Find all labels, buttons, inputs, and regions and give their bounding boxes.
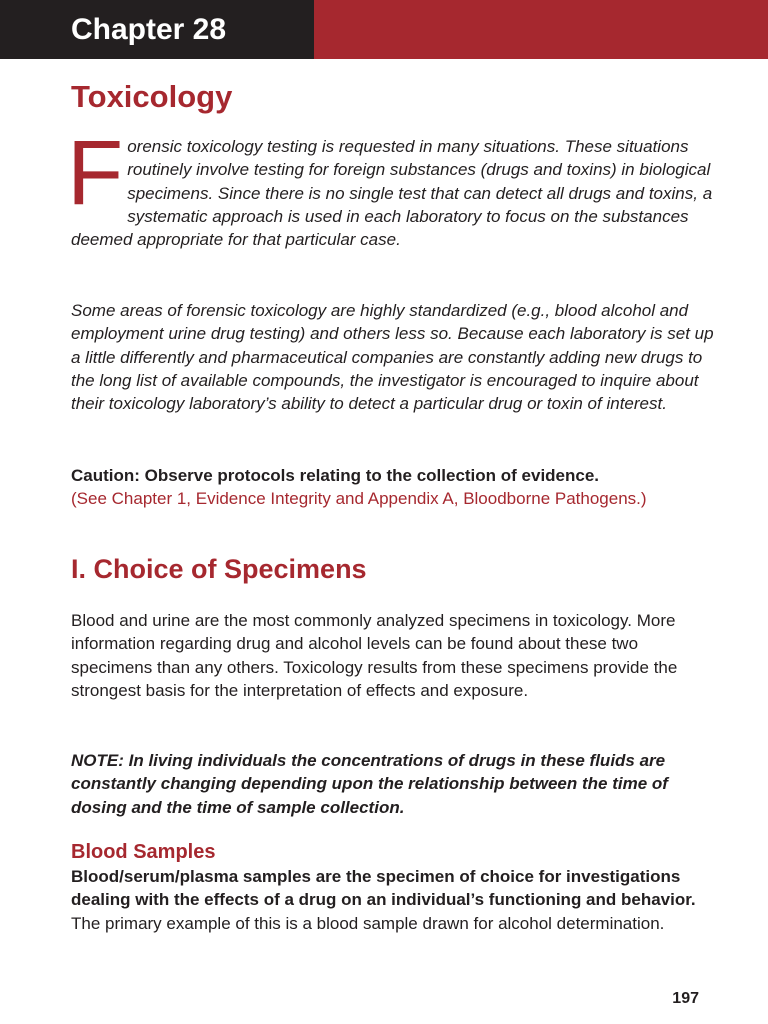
- specimens-paragraph: Blood and urine are the most commonly analyzed specimens in toxicology. More information regarding drug and alcohol levels can be found about these two specimens than any others. Toxicology results from these specimens provide the strongest basis for the interpretation of effects and exposure.: [71, 611, 678, 700]
- intro-text: orensic toxicology testing is requested in many situations. These situations routinely involve testing for foreign substances (drugs and toxins) in biological specimens. Since there is no single test that can detect all drugs and toxins, a systematic approach is used in each laboratory to focus on the substances deemed appropriate for that particular case.: [71, 137, 713, 250]
- chapter-title: Toxicology: [71, 79, 233, 114]
- blood-samples-text: The primary example of this is a blood sample drawn for alcohol determination.: [71, 913, 665, 933]
- caution-text: Caution: Observe protocols relating to the collection of evidence.: [71, 466, 600, 485]
- header-accent-block: [314, 0, 768, 59]
- chapter-label: Chapter 28: [71, 13, 227, 46]
- page-number: 197: [672, 990, 699, 1007]
- standardization-paragraph: Some areas of forensic toxicology are highly standardized (e.g., blood alcohol and employment urine drug testing) and others less so. Because each laboratory is set up a little differently and pharmaceutical companies are constantly adding new drugs to the long list of available compounds, the investigator is encouraged to inquire about their toxicology laboratory’s ability to detect a particular drug or toxin of interest.: [71, 301, 714, 414]
- intro-paragraph: [67, 122, 721, 251]
- note-paragraph: NOTE: In living individuals the concentrations of drugs in these fluids are constantly changing depending upon the relationship between the time of dosing and the time of sample collection.: [71, 751, 668, 817]
- drop-cap: F: [67, 122, 124, 224]
- caution-block: [71, 464, 721, 511]
- blood-samples-heading: Blood Samples: [71, 841, 216, 863]
- section-heading: I. Choice of Specimens: [71, 554, 367, 584]
- blood-samples-bold-text: Blood/serum/plasma samples are the specimen of choice for investigations dealing with the effects of a drug on an individual’s functioning and behavior.: [71, 867, 696, 910]
- caution-reference: (See Chapter 1, Evidence Integrity and Appendix A, Bloodborne Pathogens.): [71, 489, 647, 509]
- blood-samples-paragraph: [71, 865, 721, 935]
